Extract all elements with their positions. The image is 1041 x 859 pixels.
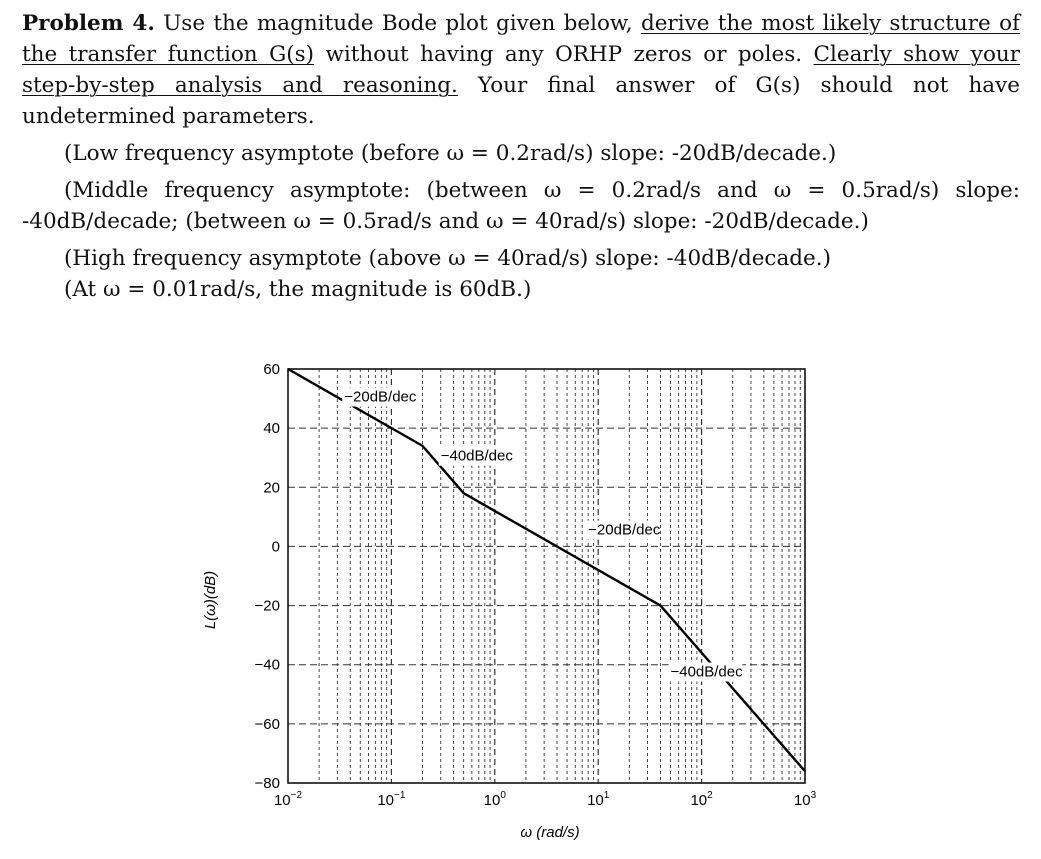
slope-label: −40dB/dec: [670, 663, 743, 681]
plot-background: [195, 340, 835, 855]
problem-label: Problem 4.: [22, 11, 155, 36]
slope-label: −20dB/dec: [588, 521, 661, 539]
problem-final-note: Your final answer of G(s) should not have undetermined parameters.: [22, 73, 1020, 129]
problem-show-work: Clearly show your step-by-step analysis and reasoning.: [22, 42, 1021, 98]
x-tick-label: $10^2$: [690, 790, 713, 809]
problem-intro: Use the magnitude Bode plot given below,: [163, 11, 633, 36]
y-tick-label: 0: [271, 538, 280, 556]
y-tick-label: −60: [254, 715, 280, 733]
y-tick-label: 60: [263, 361, 280, 378]
problem-constraint: without having any ORHP zeros or poles.: [325, 42, 803, 67]
bode-plot-svg: [195, 340, 835, 855]
middle-frequency-note: (Middle frequency asymptote: (between ω = 0.2rad/s and ω = 0.5rad/s) slope: -40dB/decade; (between ω = 0.5rad/s and ω = 40rad/s) slope: -20dB/decade.): [22, 178, 1020, 234]
initial-magnitude-note: (At ω = 0.01rad/s, the magnitude is 60dB.): [64, 277, 532, 302]
y-axis-label: L(ω)(dB): [202, 570, 219, 630]
y-tick-label: 20: [263, 479, 280, 497]
problem-main: [22, 8, 1020, 132]
x-tick-label: $10^3$: [793, 790, 817, 809]
low-frequency-note: (Low frequency asymptote (before ω = 0.2rad/s) slope: -20dB/decade.): [64, 141, 837, 166]
problem-task: derive the most likely structure of the transfer function G(s): [22, 11, 1020, 67]
bode-plot: [195, 340, 835, 855]
x-axis-label: ω (rad/s): [520, 824, 580, 841]
x-tick-label: $10^{-1}$: [377, 790, 406, 809]
y-tick-label: −20: [254, 597, 280, 615]
y-tick-label: −80: [254, 775, 280, 792]
slope-label: −20dB/dec: [344, 388, 417, 406]
y-tick-label: 40: [263, 420, 280, 438]
slope-label: −40dB/dec: [440, 447, 513, 465]
high-frequency-note: (High frequency asymptote (above ω = 40rad/s) slope: -40dB/decade.): [64, 246, 831, 271]
x-tick-label: $10^1$: [587, 790, 610, 809]
x-tick-label: $10^0$: [483, 790, 506, 809]
problem-statement: [22, 8, 1020, 305]
y-tick-label: −40: [254, 656, 280, 674]
x-tick-label: $10^{-2}$: [273, 790, 303, 809]
